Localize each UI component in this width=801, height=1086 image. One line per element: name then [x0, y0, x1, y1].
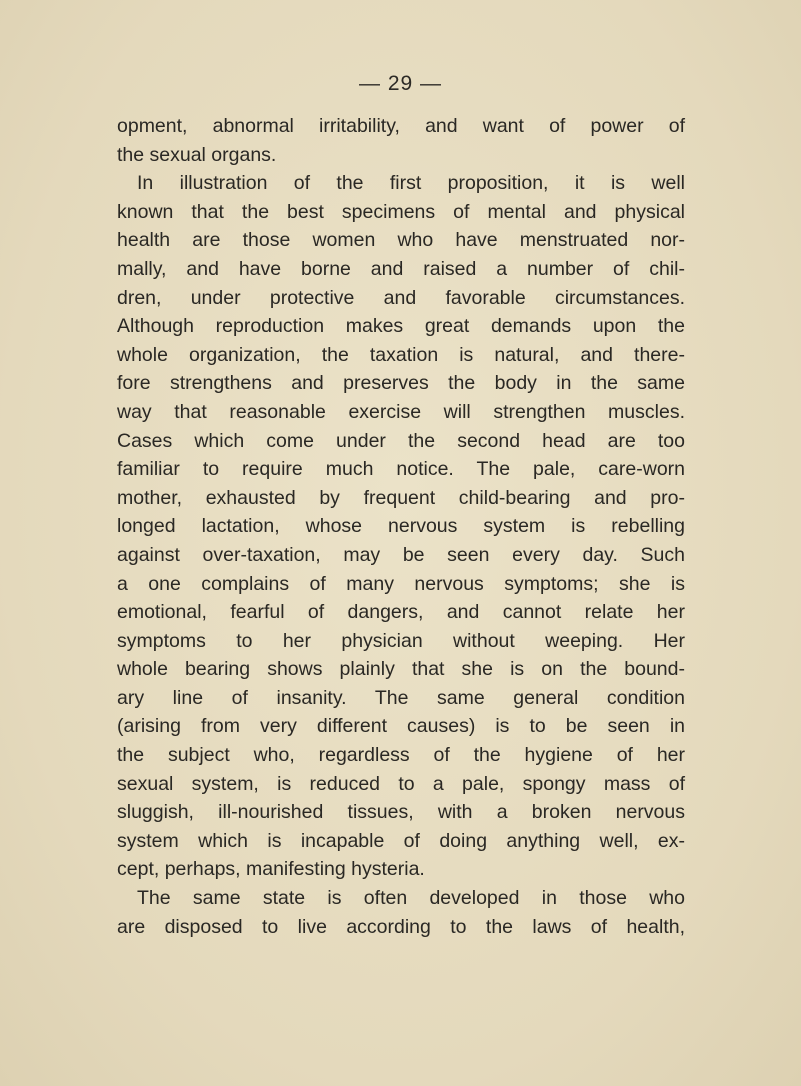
- text-line: emotional, fearful of dangers, and cannot relate her: [117, 601, 685, 624]
- text-line: ary line of insanity. The same general condition: [117, 686, 685, 709]
- text-line: the subject who, regardless of the hygiene of her: [117, 744, 685, 767]
- page-number: — 29 —: [358, 72, 443, 95]
- text-line: the sexual organs.: [117, 143, 277, 166]
- text-line: mally, and have borne and raised a number of chil-: [117, 257, 685, 280]
- text-line: familiar to require much notice. The pale, care-worn: [117, 458, 685, 481]
- text-line: a one complains of many nervous symptoms; she is: [117, 572, 685, 595]
- text-line: symptoms to her physician without weeping. Her: [117, 629, 685, 652]
- text-line: against over-taxation, may be seen every day. Such: [117, 543, 685, 566]
- text-line: Cases which come under the second head are too: [117, 429, 685, 452]
- text-line: way that reasonable exercise will strengthen muscles.: [117, 400, 685, 423]
- text-line: opment, abnormal irritability, and want of power of: [117, 115, 685, 137]
- text-line: fore strengthens and preserves the body in the same: [117, 372, 685, 395]
- text-line: sluggish, ill-nourished tissues, with a broken nervous: [117, 801, 685, 824]
- text-line: sexual system, is reduced to a pale, spongy mass of: [117, 772, 685, 795]
- text-line: dren, under protective and favorable circumstances.: [117, 286, 685, 309]
- text-line: health are those women who have menstruated nor-: [117, 229, 685, 252]
- text-line: mother, exhausted by frequent child-bearing and pro-: [117, 486, 685, 509]
- text-line: The same state is often developed in those who: [137, 887, 685, 910]
- text-line: whole bearing shows plainly that she is on the bound-: [117, 658, 685, 681]
- text-line: (arising from very different causes) is to be seen in: [117, 715, 685, 738]
- text-line: are disposed to live according to the laws of health,: [117, 915, 685, 938]
- text-line: longed lactation, whose nervous system is rebelling: [117, 515, 685, 538]
- text-line: whole organization, the taxation is natural, and there-: [117, 343, 685, 366]
- text-line: known that the best specimens of mental and physical: [117, 200, 685, 223]
- text-line: In illustration of the first proposition, it is well: [137, 172, 685, 195]
- text-line: system which is incapable of doing anything well, ex-: [117, 829, 685, 852]
- text-line: Although reproduction makes great demands upon the: [117, 315, 685, 338]
- text-line: cept, perhaps, manifesting hysteria.: [117, 858, 425, 881]
- body-text: [117, 112, 685, 941]
